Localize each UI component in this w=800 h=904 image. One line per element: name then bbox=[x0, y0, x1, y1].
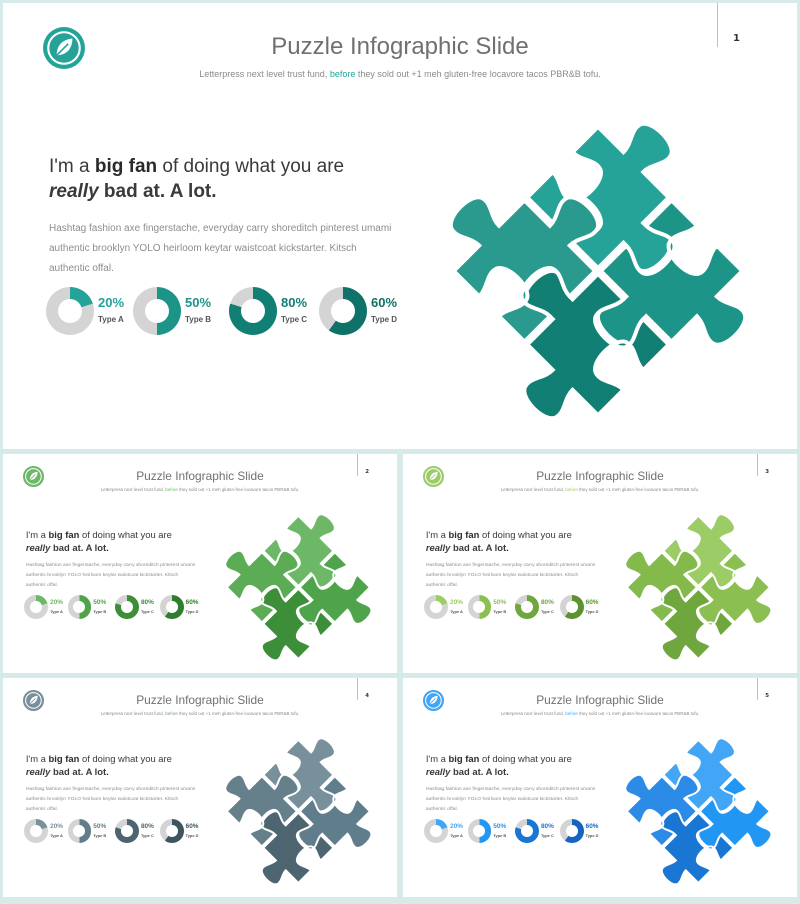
slide-body-text bbox=[49, 219, 391, 279]
subtitle-text: Letterpress next level trust fund, bbox=[500, 710, 566, 716]
page-number: 2 bbox=[365, 468, 370, 475]
heading-bold: big fan bbox=[48, 753, 80, 765]
donut-chart bbox=[424, 595, 448, 619]
stat-percent: 50% bbox=[93, 822, 107, 830]
stat-type: Type A bbox=[50, 608, 63, 614]
heading-text: bad at. A lot. bbox=[50, 765, 109, 777]
donut-chart bbox=[515, 819, 539, 843]
slide-heading bbox=[26, 529, 172, 553]
slide-3[interactable] bbox=[403, 454, 797, 673]
stat-type: Type B bbox=[493, 832, 507, 838]
stat-percent: 60% bbox=[585, 822, 599, 830]
donut-hole bbox=[166, 825, 178, 837]
donut-hole bbox=[566, 601, 578, 613]
stat-type: Type D bbox=[585, 608, 599, 614]
stat-type: Type D bbox=[585, 832, 599, 838]
body-line: authentic offal. bbox=[49, 263, 114, 274]
stat-type: Type C bbox=[540, 832, 554, 838]
subtitle-text: they sold out +1 meh gluten-free locavore tacos PBR&B tofu. bbox=[177, 486, 300, 492]
slide-subtitle bbox=[3, 69, 797, 79]
heading-italic: really bbox=[25, 541, 51, 553]
slide-title: Puzzle Infographic Slide bbox=[536, 468, 664, 483]
body-line: authentic offal. bbox=[425, 807, 458, 813]
donut-chart bbox=[468, 595, 492, 619]
stat-type: Type B bbox=[93, 832, 107, 838]
body-line: authentic brooklyn YOLO heirloom keytar waistcoat kickstarter. Kitsch bbox=[425, 797, 579, 803]
subtitle-text: they sold out +1 meh gluten-free locavore tacos PBR&B tofu. bbox=[355, 69, 601, 79]
heading-text: I'm a bbox=[25, 529, 49, 541]
puzzle-graphic bbox=[214, 503, 383, 672]
heading-bold: big fan bbox=[48, 529, 80, 541]
donut-hole bbox=[73, 601, 85, 613]
slide-title: Puzzle Infographic Slide bbox=[536, 692, 664, 707]
stat-percent: 80% bbox=[540, 598, 554, 606]
donut-hole bbox=[121, 825, 133, 837]
page-number: 4 bbox=[365, 692, 370, 699]
body-line: authentic brooklyn YOLO heirloom keytar waistcoat kickstarter. Kitsch bbox=[25, 797, 179, 803]
slide-heading bbox=[426, 753, 572, 777]
stat-percent: 20% bbox=[50, 822, 64, 830]
stat-percent: 20% bbox=[50, 598, 64, 606]
donut-chart bbox=[468, 819, 492, 843]
stat-type: Type A bbox=[450, 832, 463, 838]
heading-text: bad at. A lot. bbox=[450, 541, 509, 553]
stat-percent: 80% bbox=[540, 822, 554, 830]
stat-percent: 50% bbox=[93, 598, 107, 606]
divider-line bbox=[357, 454, 358, 476]
donut-chart bbox=[424, 819, 448, 843]
donut-hole bbox=[521, 601, 533, 613]
subtitle-highlight: before bbox=[329, 69, 356, 79]
stat-percent: 80% bbox=[140, 822, 154, 830]
donut-chart bbox=[319, 287, 367, 335]
subtitle-text: they sold out +1 meh gluten-free locavore tacos PBR&B tofu. bbox=[177, 710, 300, 716]
stat-type: Type A bbox=[450, 608, 463, 614]
subtitle-text: Letterpress next level trust fund, bbox=[100, 486, 166, 492]
heading-text: I'm a bbox=[25, 753, 49, 765]
puzzle-graphic bbox=[214, 727, 383, 896]
slide-title: Puzzle Infographic Slide bbox=[136, 468, 264, 483]
stat-percent: 60% bbox=[371, 295, 398, 310]
puzzle-graphic bbox=[428, 101, 768, 441]
slide-1[interactable] bbox=[3, 3, 797, 449]
stat-type: Type D bbox=[185, 832, 199, 838]
donut-chart bbox=[515, 595, 539, 619]
donut-chart bbox=[115, 595, 139, 619]
heading-bold: big fan bbox=[448, 529, 480, 541]
page-number: 3 bbox=[765, 468, 770, 475]
stat-type: Type D bbox=[371, 315, 398, 324]
donut-hole bbox=[30, 825, 42, 837]
donut-hole bbox=[473, 825, 485, 837]
stat-percent: 50% bbox=[493, 822, 507, 830]
stat-percent: 60% bbox=[185, 598, 199, 606]
donut-chart bbox=[160, 595, 184, 619]
heading-text: of doing what you are bbox=[157, 156, 345, 177]
stat-type: Type B bbox=[493, 608, 507, 614]
donut-chart bbox=[229, 287, 277, 335]
slide-title: Puzzle Infographic Slide bbox=[271, 33, 529, 60]
heading-italic: really bbox=[49, 180, 99, 202]
donut-chart bbox=[46, 287, 94, 335]
donut-chart bbox=[68, 819, 92, 843]
donut-hole bbox=[430, 825, 442, 837]
donut-hole bbox=[430, 601, 442, 613]
stat-percent: 50% bbox=[185, 295, 212, 310]
donut-chart bbox=[115, 819, 139, 843]
stat-percent: 50% bbox=[493, 598, 507, 606]
divider-line bbox=[757, 454, 758, 476]
body-line: Hashtag fashion axe fingerstache, everyday carry shoreditch pinterest umami bbox=[25, 563, 196, 569]
donut-hole bbox=[30, 601, 42, 613]
stat-percent: 20% bbox=[450, 598, 464, 606]
stat-percent: 20% bbox=[450, 822, 464, 830]
divider-line bbox=[757, 678, 758, 700]
donut-hole bbox=[473, 601, 485, 613]
donut-chart bbox=[560, 595, 584, 619]
slide-2[interactable] bbox=[3, 454, 397, 673]
heading-text: I'm a bbox=[425, 753, 449, 765]
donut-chart bbox=[24, 819, 48, 843]
donut-hole bbox=[58, 299, 82, 323]
stat-type: Type A bbox=[50, 832, 63, 838]
subtitle-text: they sold out +1 meh gluten-free locavore tacos PBR&B tofu. bbox=[577, 486, 700, 492]
slide-body-text bbox=[26, 785, 196, 815]
slide-title: Puzzle Infographic Slide bbox=[136, 692, 264, 707]
donut-hole bbox=[521, 825, 533, 837]
body-line: Hashtag fashion axe fingerstache, everyday carry shoreditch pinterest umami bbox=[25, 787, 196, 793]
subtitle-text: Letterpress next level trust fund, bbox=[100, 710, 166, 716]
heading-text: of doing what you are bbox=[479, 753, 572, 765]
heading-text: I'm a bbox=[425, 529, 449, 541]
slide-body-text bbox=[426, 561, 596, 591]
donut-hole bbox=[566, 825, 578, 837]
donut-hole bbox=[331, 299, 355, 323]
slide-subtitle bbox=[403, 487, 797, 492]
page-number: 5 bbox=[765, 692, 770, 699]
subtitle-text: they sold out +1 meh gluten-free locavore tacos PBR&B tofu. bbox=[577, 710, 700, 716]
heading-bold: big fan bbox=[448, 753, 480, 765]
body-line: authentic offal. bbox=[25, 583, 58, 589]
body-line: Hashtag fashion axe fingerstache, everyday carry shoreditch pinterest umami bbox=[425, 563, 596, 569]
page-number: 1 bbox=[733, 33, 740, 44]
donut-chart bbox=[160, 819, 184, 843]
donut-hole bbox=[73, 825, 85, 837]
body-line: authentic offal. bbox=[25, 807, 58, 813]
heading-italic: really bbox=[425, 765, 451, 777]
subtitle-highlight: before bbox=[165, 486, 178, 492]
divider-line bbox=[357, 678, 358, 700]
stat-type: Type A bbox=[98, 315, 124, 324]
stat-percent: 80% bbox=[281, 295, 308, 310]
body-line: Hashtag fashion axe fingerstache, everyday carry shoreditch pinterest umami bbox=[425, 787, 596, 793]
donut-hole bbox=[145, 299, 169, 323]
donut-chart bbox=[133, 287, 181, 335]
stat-percent: 20% bbox=[98, 295, 125, 310]
puzzle-graphic bbox=[614, 727, 783, 896]
heading-bold: big fan bbox=[94, 156, 158, 177]
puzzle-graphic bbox=[614, 503, 783, 672]
donut-chart bbox=[68, 595, 92, 619]
heading-text: bad at. A lot. bbox=[450, 765, 509, 777]
slide-subtitle bbox=[403, 711, 797, 716]
donut-hole bbox=[121, 601, 133, 613]
stat-type: Type B bbox=[93, 608, 107, 614]
slide-body-text bbox=[426, 785, 596, 815]
stat-percent: 60% bbox=[585, 598, 599, 606]
slide-subtitle bbox=[3, 711, 397, 716]
heading-text: I'm a bbox=[49, 156, 95, 177]
heading-text: of doing what you are bbox=[79, 753, 172, 765]
stat-percent: 60% bbox=[185, 822, 199, 830]
stat-percent: 80% bbox=[140, 598, 154, 606]
subtitle-text: Letterpress next level trust fund, bbox=[500, 486, 566, 492]
donut-hole bbox=[241, 299, 265, 323]
body-line: authentic offal. bbox=[425, 583, 458, 589]
slide-heading bbox=[26, 753, 172, 777]
subtitle-highlight: before bbox=[565, 710, 578, 716]
body-line: Hashtag fashion axe fingerstache, everyday carry shoreditch pinterest umami bbox=[49, 223, 392, 234]
slide-heading bbox=[49, 155, 344, 204]
slide-heading bbox=[426, 529, 572, 553]
body-line: authentic brooklyn YOLO heirloom keytar waistcoat kickstarter. Kitsch bbox=[25, 573, 179, 579]
stat-type: Type C bbox=[140, 608, 154, 614]
slide-body-text bbox=[26, 561, 196, 591]
heading-text: bad at. A lot. bbox=[98, 180, 217, 202]
heading-text: of doing what you are bbox=[479, 529, 572, 541]
donut-hole bbox=[166, 601, 178, 613]
slide-4[interactable] bbox=[3, 678, 397, 897]
body-line: authentic brooklyn YOLO heirloom keytar waistcoat kickstarter. Kitsch bbox=[425, 573, 579, 579]
heading-text: bad at. A lot. bbox=[50, 541, 109, 553]
slide-subtitle bbox=[3, 487, 397, 492]
slide-5[interactable] bbox=[403, 678, 797, 897]
donut-chart bbox=[560, 819, 584, 843]
heading-italic: really bbox=[425, 541, 451, 553]
stat-type: Type C bbox=[140, 832, 154, 838]
donut-chart bbox=[24, 595, 48, 619]
stat-type: Type C bbox=[281, 315, 308, 324]
subtitle-highlight: before bbox=[165, 710, 178, 716]
body-line: authentic brooklyn YOLO heirloom keytar waistcoat kickstarter. Kitsch bbox=[49, 243, 357, 254]
heading-italic: really bbox=[25, 765, 51, 777]
stat-type: Type D bbox=[185, 608, 199, 614]
subtitle-highlight: before bbox=[565, 486, 578, 492]
stat-type: Type C bbox=[540, 608, 554, 614]
stat-type: Type B bbox=[185, 315, 212, 324]
divider-line bbox=[717, 3, 718, 47]
subtitle-text: Letterpress next level trust fund, bbox=[199, 69, 330, 79]
heading-text: of doing what you are bbox=[79, 529, 172, 541]
